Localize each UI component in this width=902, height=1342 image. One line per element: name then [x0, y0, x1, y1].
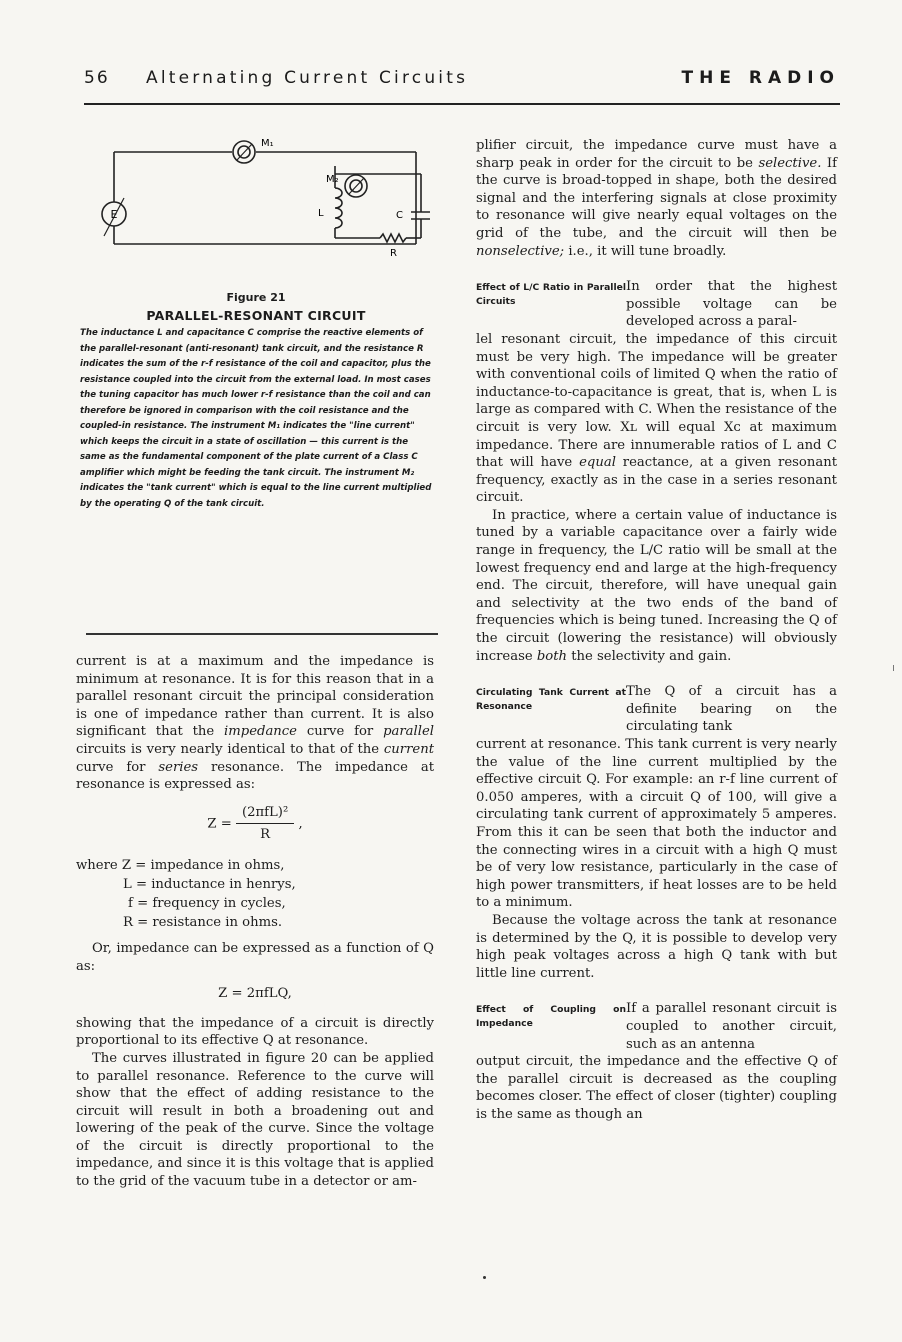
page-header: [84, 68, 840, 96]
label-m2: M₂: [326, 174, 339, 185]
variable-definitions: where Z = impedance in ohms, L = inductance in henrys, f = frequency in cycles, R = resistance in ohms.: [76, 857, 296, 930]
print-speck: [483, 1276, 486, 1279]
caption-body: The inductance L and capacitance C comprise the reactive elements of the parallel-resonant (anti-resonant) tank circuit, and the resistance R indicates the sum of the r-f resistance of the coil and capacitor, plus the resistance coupled into the circuit from the external load. In most cases the tuning capacitor has much lower r-f resistance than the coil and can therefore be ignored in comparison with the coil resistance and the coupled-in resistance. The instrument M₁ indicates the "line current" which keeps the circuit in a state of oscillation — this current is the same as the fundamental component of the plate current of a Class C amplifier which might be feeding the tank circuit. The instrument M₂ indicates the "tank current" which is equal to the line current multiplied by the operating Q of the tank circuit.: [80, 328, 432, 509]
paragraph: showing that the impedance of a circuit is directly proportional to its effective Q at resonance.: [76, 1015, 434, 1049]
section-coupling: Effect of Coupling on Impedance If a parallel resonant circuit is coupled to another circuit, such as an antenna: [476, 1001, 837, 1052]
section-lc-ratio: Effect of L/C Ratio in Parallel Circuits In order that the highest possible voltage can be developed across a paral-: [476, 279, 837, 330]
chapter-title: Alternating Current Circuits: [146, 68, 469, 88]
left-column: [76, 653, 434, 1191]
paragraph: plifier circuit, the impedance curve must have a sharp peak in order for the circuit to be selective. If the curve is broad-topped in shape, both the desired signal and the interfering signals at close proximity to resonance will give nearly equal voltages on the grid of the tube, and the circuit will then be nonselective; i.e., it will tune broadly.: [476, 138, 837, 259]
label-m1: M₁: [261, 138, 274, 149]
paragraph: Because the voltage across the tank at resonance is determined by the Q, it is possible to develop very high peak voltages across a high Q tank with but little line current.: [476, 912, 837, 981]
book-title: THE RADIO: [681, 68, 840, 88]
paragraph: Or, impedance can be expressed as a function of Q as:: [76, 940, 434, 974]
impedance-equation: Z = $\frac{\text{(2πfL)²}}{R}$ ,: [207, 804, 303, 843]
label-e: E: [110, 208, 118, 221]
paragraph: The curves illustrated in figure 20 can be applied to parallel resonance. Reference to the curve will show that the effect of adding resistance to the circuit will result in both a broadening out and lowering of the peak of the curve. Since the voltage of the circuit is directly proportional to the impedance, and since it is this voltage that is applied to the grid of the vacuum tube in a detector or am-: [76, 1050, 434, 1190]
paragraph: In practice, where a certain value of inductance is tuned by a variable capacitance over a fairly wide range in frequency, the L/C ratio will be small at the lowest frequency end and large at the high-frequency end. The circuit, therefore, will have unequal gain and selectivity at the two ends of the band of frequencies which is being tuned. Increasing the Q of the circuit (lowering the resistance) will obviously increase both the selectivity and gain.: [476, 507, 837, 664]
figure-caption: [76, 291, 436, 512]
q-equation: Z = 2πfLQ,: [218, 986, 292, 1002]
page-number: 56: [84, 68, 110, 88]
label-r: R: [390, 248, 397, 259]
label-l: L: [318, 208, 324, 219]
caption-label: Figure 21: [226, 291, 286, 304]
right-column: [476, 137, 837, 1123]
paragraph: lel resonant circuit, the impedance of this circuit must be very high. The impedance will be greater with conventional coils of limited Q when the ratio of inductance-to-capacitance is great, that is, when L is large as compared with C. When the resistance of the circuit is very low. Xʟ will equal Xᴄ at maximum impedance. There are innumerable ratios of L and C that will have equal reactance, at a given resonant frequency, exactly as in the case in a series resonant circuit.: [476, 331, 838, 506]
header-rule: [84, 103, 840, 105]
label-c: C: [396, 210, 403, 221]
side-heading: Effect of L/C Ratio in Parallel Circuits: [476, 282, 626, 308]
side-heading: Circulating Tank Current at Resonance: [476, 687, 626, 713]
print-speck: [893, 665, 894, 671]
paragraph: output circuit, the impedance and the effective Q of the parallel circuit is decreased as the coupling becomes closer. The effect of closer (tighter) coupling is the same as though an: [476, 1054, 837, 1122]
circuit-diagram: [90, 126, 430, 276]
paragraph: current is at a maximum and the impedance is minimum at resonance. It is for this reason that in a parallel resonant circuit the principal consideration is one of impedance rather than current. It is also significant that the impedance curve for parallel circuits is very nearly identical to that of the current curve for series resonance. The impedance at resonance is expressed as:: [76, 654, 434, 793]
section-tank-current: Circulating Tank Current at Resonance The Q of a circuit has a definite bearing on the circulating tank: [476, 684, 837, 735]
side-heading: Effect of Coupling on Impedance: [476, 1004, 626, 1030]
paragraph: current at resonance. This tank current is very nearly the value of the line current multiplied by the effective circuit Q. For example: an r-f line current of 0.050 amperes, with a circuit Q of 100, will give a circulating tank current of approximately 5 amperes. From this it can be seen that both the inductor and the connecting wires in a circuit with a high Q must be of very low resistance, particularly in the case of high power transmitters, if heat losses are to be held to a minimum.: [476, 737, 837, 911]
caption-title: PARALLEL-RESONANT CIRCUIT: [146, 308, 366, 323]
caption-rule: [86, 633, 438, 635]
